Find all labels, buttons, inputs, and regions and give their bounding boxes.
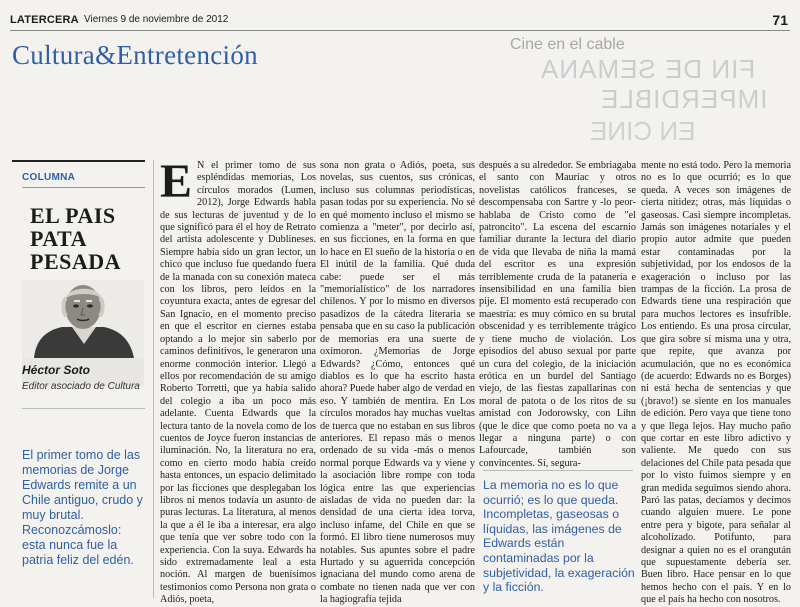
page-header xyxy=(0,0,800,30)
column-title-line: PATA xyxy=(30,226,87,251)
column-title-line: PESADA xyxy=(30,249,122,274)
column-sidebar xyxy=(12,160,147,598)
article-text-col4: mente no está todo. Pero la memoria no es lo que ocurrió; es lo que queda. A veces son imágenes de cierta nitidez; otras, más líquidas o gaseosas. Casi siempre incompletas. Jamás son imágenes notariales y el propio autor admite que pueden estar contaminadas por la subjetividad, por los endosos de la exageración o incluso por las trampas de la ficción. La prosa de Edwards tiene una respiración que para muchos lectores es insufrible. Los entiendo. Es una prosa circular, que gira sobre sí misma una y otra, que repite, que avanza por acumulación, que no es económica (de acuerdo: Edwards no es Borges) ni está hecha de sentencias y que (¡bravo!) se siente en los manuales de edición. Pero vaya que tiene tono y que llega lejos. Hay mucho paño que cortar en este libro adictivo y valiente. Me quedo con sus delaciones del Chile pata pesada que por lo visto fuimos siempre y en gran medida seguimos siendo ahora. Paró las patas, decíamos y decímos cuando alguien muere. Le pone entre pera y bigote, para señalar al alcoholizado. Potifunto, para designar a quien no es el orangután que supuestamente debería ser. Buen libro. Hace pensar en lo que hemos hecho con el país. Y en lo que el país ha hecho con nosotros. xyxy=(641,160,791,606)
author-name: Héctor Soto xyxy=(22,363,91,377)
column-title-line: EL PAIS xyxy=(30,203,116,228)
tag-divider xyxy=(22,187,145,188)
column-title xyxy=(30,204,140,273)
article-column-4 xyxy=(641,160,791,606)
header-divider xyxy=(10,30,790,31)
article-text-col2: sona non grata o Adiós, poeta, sus novelas, sus cuentos, sus crónicas, incluso sus columnas periodísticas, pasan todas por su experiencia. No sé en qué momento incluso el mismo se comienza a "meter", por decirlo así, en sus ficciones, en la forma en que lo hace en El sueño de la historia o en El inútil de la familia. Qué duda cabe: puede ser el más "memorialístico" de los narradores chilenos. Y por lo mismo en diversos pasadizos de la cátedra literaria se pensaba que en su caso la publicación de memorias era una suerte de oxímoron. ¿Memorias de Jorge Edwards? ¿Cómo, entonces qué diablos es lo que ha escrito hasta ahora? Puede haber algo de verdad en eso. Y también de mentira. En Los círculos morados hay muchas vueltas de tuerca que no estaban en sus libros anteriores. El repaso más o menos ordenado de su vida -más o menos normal porque Edwards va y viene y la asociación libre rompe con toda lógica entre las que experiencias aisladas de vida no pueden dar: la densidad de una cierta idea torva, incluso infame, del Chile en que se formó. El libro tiene numerosos muy notables. Sus apuntes sobre el padre Hurtado y su aguerrida concepción ignaciana del mundo como arena de combate no tienen nada que ver con la hagiografía tejida xyxy=(320,160,475,606)
sidebar-column-divider xyxy=(153,160,154,598)
article-pull-quote: La memoria no es lo que ocurrió; es lo que queda. Incompletas, gaseosas o líquidas, las imágenes de Edwards están contaminadas por la subjetividad, la exageración y la ficción. xyxy=(483,478,635,595)
bleed-line-1: Cine en el cable xyxy=(510,36,625,53)
newspaper-name: LATERCERA xyxy=(10,14,79,26)
drop-cap: E xyxy=(160,155,193,208)
issue-date: Viernes 9 de noviembre de 2012 xyxy=(84,14,229,25)
bleed-line-2: FIN DE SEMANA xyxy=(540,54,756,84)
sidebar-top-rule xyxy=(12,160,145,162)
article-column-3 xyxy=(479,160,636,468)
bleed-line-4: EN CINE xyxy=(590,116,696,146)
sidebar-pull-quote: El primer tomo de las memorias de Jorge Edwards remite a un Chile antiguo, crudo y muy brutal. Reconozcámoslo: esta nunca fue la patria feliz del edén. xyxy=(22,448,143,567)
page-number: 71 xyxy=(772,12,788,28)
author-portrait-image xyxy=(22,280,144,358)
article-text-col1: N el primer tomo de sus espléndidas memorias, Los círculos morados (Lumen, 2012), Jorge Edwards habla de sus lecturas de juventud y de lo que significó para él el hoy de Retrato del artista adolescente y Dublineses. Siempre había sido un gran lector, un chico que incluso fue quedando fuera de la manada con su conexión mateca con los libros, pero leídos en la coyuntura exacta, antes de egresar del San Ignacio, en el momento preciso en que el escritor en ciernes estaba optando a lo mejor sin saberlo por caminos definitivos, le generaron una enorme conmoción interior. Llegó a ellos por recomendación de su amigo Roberto Torretti, que ya había salido del colegio a iba un poco más adelante. Cuenta Edwards que la lectura tanto de la novela como de los cuentos de Joyce fueron instancias de iluminación. No, la literatura no era, como en cierto modo había creído hasta entonces, un espacio delimitado por las ficciones que desplegaban los libros ni menos todavía un asunto de puras lecturas. La literatura, al menos la que a él le iba a interesar, era algo que tenía que ver sobre todo con la experiencia. Con la suya. Edwards ha sido extremadamente leal a esta noción. Al margen de buenísimos testimonios como Persona non grata o Adiós, poeta, xyxy=(160,160,316,606)
pull-quote-rule xyxy=(483,470,633,471)
author-role: Editor asociado de Cultura xyxy=(22,381,140,392)
section-title: Cultura&Entretención xyxy=(12,40,258,70)
sidebar-divider xyxy=(22,408,145,409)
bleed-line-3: IMPERDIBLE xyxy=(600,84,768,114)
article-text-col3: después a su alrededor. Se embriagaba el santo con Mauriac y otros novelistas católicos franceses, se descompensaba con Sartre y -lo peor- hablaba de Cristo como de "el patroncito". La escena del escarnio familiar durante la lectura del diario de vida que llevaba de niña la mamá del escritor es una expresión terriblemente cruda de la patanería e insensibilidad en una familia bien pije. El momento está recuperado con maestría: es muy cómico en su brutal obscenidad y es terriblemente trágico y tiene mucho de violación. Los episodios del abuso sexual por parte un cura del colegio, de la iniciación erótica en un burdel del Santiago viejo, de las fiestas zapallarinas con moral de patota o de los ritos de su amistad con Jodorowsky, con Lihn (que le dice que como poeta no va a llegar a ninguna parte) o con Lafourcade, también son convincentes. Sí, segura- xyxy=(479,160,636,469)
article-column-2 xyxy=(320,160,475,606)
article-column-1 xyxy=(160,155,316,606)
column-tag: COLUMNA xyxy=(22,172,76,183)
bleed-through-text xyxy=(470,34,800,144)
